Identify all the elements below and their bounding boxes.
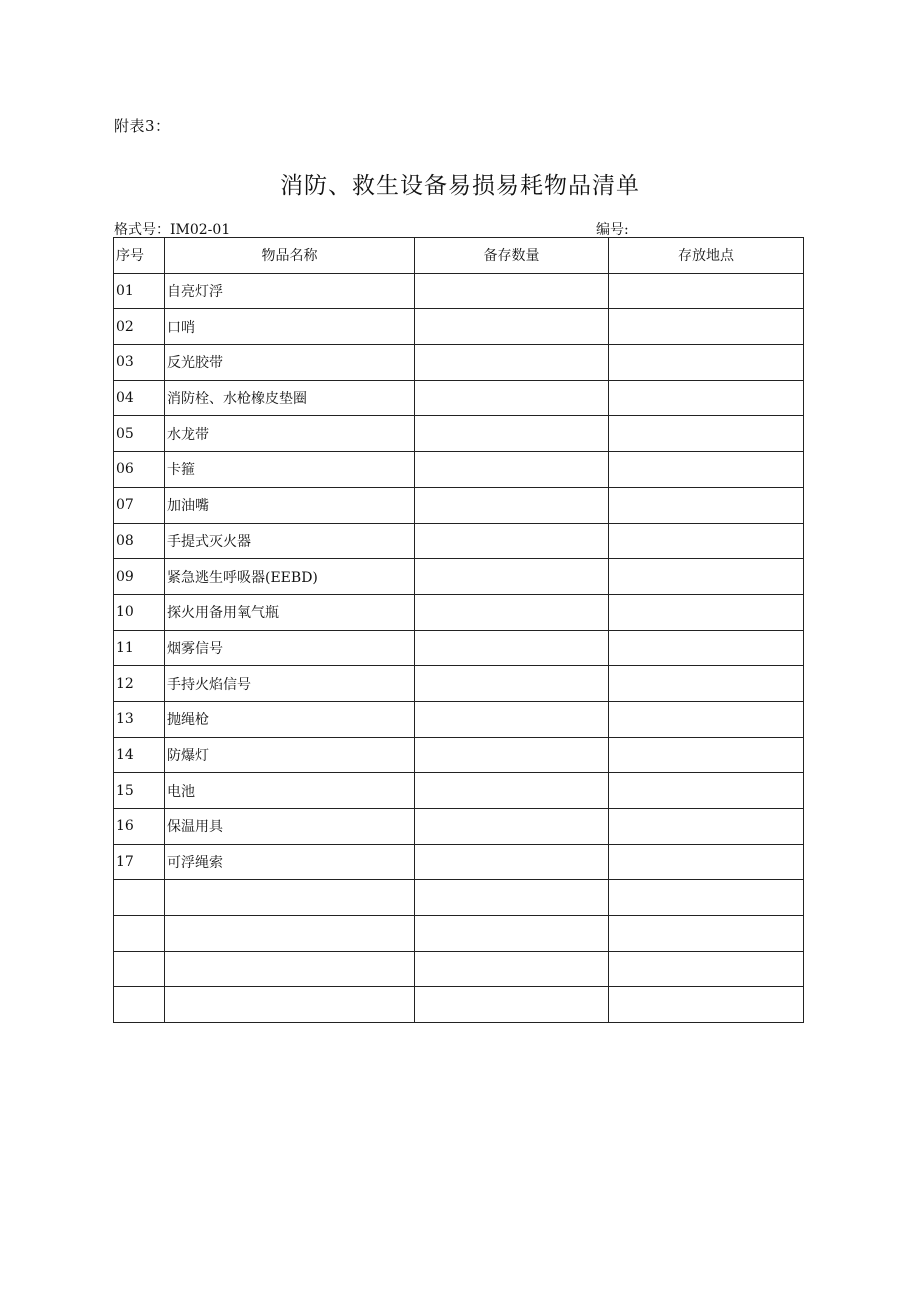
format-number-label: 格式号：IM02-01 xyxy=(114,222,231,238)
storage-location-cell xyxy=(609,916,804,952)
item-name-cell xyxy=(165,880,415,916)
serial-no-cell: 10 xyxy=(114,594,165,630)
storage-location-cell xyxy=(609,309,804,345)
storage-location-cell xyxy=(609,594,804,630)
table-row xyxy=(114,309,804,345)
table-row xyxy=(114,273,804,309)
table-row xyxy=(114,523,804,559)
stock-quantity-cell xyxy=(415,345,609,381)
serial-no-cell xyxy=(114,951,165,987)
stock-quantity-cell xyxy=(415,309,609,345)
stock-quantity-cell xyxy=(415,487,609,523)
appendix-label: 附表3： xyxy=(114,117,171,135)
serial-no-cell: 03 xyxy=(114,345,165,381)
serial-number-label: 编号: xyxy=(596,222,629,238)
storage-location-cell xyxy=(609,630,804,666)
item-name-cell: 手提式灭火器 xyxy=(165,523,415,559)
item-name-cell: 电池 xyxy=(165,773,415,809)
storage-location-cell xyxy=(609,345,804,381)
table-row xyxy=(114,701,804,737)
serial-no-cell xyxy=(114,916,165,952)
table-row xyxy=(114,380,804,416)
item-name-cell: 消防栓、水枪橡皮垫圈 xyxy=(165,380,415,416)
serial-no-cell: 14 xyxy=(114,737,165,773)
stock-quantity-cell xyxy=(415,880,609,916)
storage-location-cell xyxy=(609,523,804,559)
header-storage-location: 存放地点 xyxy=(609,238,804,274)
item-name-cell: 卡箍 xyxy=(165,452,415,488)
serial-no-cell: 02 xyxy=(114,309,165,345)
storage-location-cell xyxy=(609,844,804,880)
table-row xyxy=(114,630,804,666)
storage-location-cell xyxy=(609,809,804,845)
item-name-cell: 反光胶带 xyxy=(165,345,415,381)
storage-location-cell xyxy=(609,880,804,916)
stock-quantity-cell xyxy=(415,523,609,559)
item-name-cell: 手持火焰信号 xyxy=(165,666,415,702)
document-title: 消防、救生设备易损易耗物品清单 xyxy=(280,173,640,199)
serial-no-cell: 05 xyxy=(114,416,165,452)
table-row xyxy=(114,880,804,916)
item-name-cell: 保温用具 xyxy=(165,809,415,845)
header-stock-quantity: 备存数量 xyxy=(415,238,609,274)
table-row xyxy=(114,452,804,488)
item-name-cell: 烟雾信号 xyxy=(165,630,415,666)
item-name-cell: 自亮灯浮 xyxy=(165,273,415,309)
item-name-cell: 可浮绳索 xyxy=(165,844,415,880)
stock-quantity-cell xyxy=(415,951,609,987)
storage-location-cell xyxy=(609,416,804,452)
stock-quantity-cell xyxy=(415,559,609,595)
table-row xyxy=(114,809,804,845)
table-row xyxy=(114,666,804,702)
stock-quantity-cell xyxy=(415,916,609,952)
inventory-table-body xyxy=(114,273,804,1022)
serial-no-cell xyxy=(114,987,165,1023)
item-name-cell: 口哨 xyxy=(165,309,415,345)
stock-quantity-cell xyxy=(415,666,609,702)
storage-location-cell xyxy=(609,487,804,523)
serial-no-cell xyxy=(114,880,165,916)
stock-quantity-cell xyxy=(415,452,609,488)
serial-no-cell: 15 xyxy=(114,773,165,809)
serial-no-cell: 06 xyxy=(114,452,165,488)
serial-no-cell: 09 xyxy=(114,559,165,595)
stock-quantity-cell xyxy=(415,987,609,1023)
stock-quantity-cell xyxy=(415,380,609,416)
serial-no-cell: 07 xyxy=(114,487,165,523)
stock-quantity-cell xyxy=(415,594,609,630)
serial-no-cell: 13 xyxy=(114,701,165,737)
serial-no-cell: 01 xyxy=(114,273,165,309)
serial-no-cell: 08 xyxy=(114,523,165,559)
storage-location-cell xyxy=(609,951,804,987)
serial-no-cell: 04 xyxy=(114,380,165,416)
item-name-cell xyxy=(165,987,415,1023)
storage-location-cell xyxy=(609,701,804,737)
item-name-cell: 紧急逃生呼吸器(EEBD) xyxy=(165,559,415,595)
item-name-cell: 防爆灯 xyxy=(165,737,415,773)
stock-quantity-cell xyxy=(415,809,609,845)
storage-location-cell xyxy=(609,737,804,773)
item-name-cell: 水龙带 xyxy=(165,416,415,452)
storage-location-cell xyxy=(609,273,804,309)
storage-location-cell xyxy=(609,380,804,416)
item-name-cell: 加油嘴 xyxy=(165,487,415,523)
storage-location-cell xyxy=(609,452,804,488)
table-row xyxy=(114,345,804,381)
stock-quantity-cell xyxy=(415,416,609,452)
storage-location-cell xyxy=(609,666,804,702)
item-name-cell xyxy=(165,951,415,987)
table-row xyxy=(114,416,804,452)
header-item-name: 物品名称 xyxy=(165,238,415,274)
table-row xyxy=(114,844,804,880)
storage-location-cell xyxy=(609,987,804,1023)
inventory-table xyxy=(113,237,804,1023)
table-row xyxy=(114,594,804,630)
item-name-cell xyxy=(165,916,415,952)
table-row xyxy=(114,559,804,595)
table-header-row xyxy=(114,238,804,274)
stock-quantity-cell xyxy=(415,630,609,666)
serial-no-cell: 12 xyxy=(114,666,165,702)
item-name-cell: 抛绳枪 xyxy=(165,701,415,737)
item-name-cell: 探火用备用氧气瓶 xyxy=(165,594,415,630)
table-row xyxy=(114,987,804,1023)
stock-quantity-cell xyxy=(415,273,609,309)
table-row xyxy=(114,951,804,987)
serial-no-cell: 11 xyxy=(114,630,165,666)
table-row xyxy=(114,916,804,952)
header-serial-no: 序号 xyxy=(114,238,165,274)
stock-quantity-cell xyxy=(415,773,609,809)
table-row xyxy=(114,487,804,523)
stock-quantity-cell xyxy=(415,844,609,880)
serial-no-cell: 17 xyxy=(114,844,165,880)
table-row xyxy=(114,737,804,773)
serial-no-cell: 16 xyxy=(114,809,165,845)
stock-quantity-cell xyxy=(415,701,609,737)
storage-location-cell xyxy=(609,773,804,809)
storage-location-cell xyxy=(609,559,804,595)
stock-quantity-cell xyxy=(415,737,609,773)
table-row xyxy=(114,773,804,809)
